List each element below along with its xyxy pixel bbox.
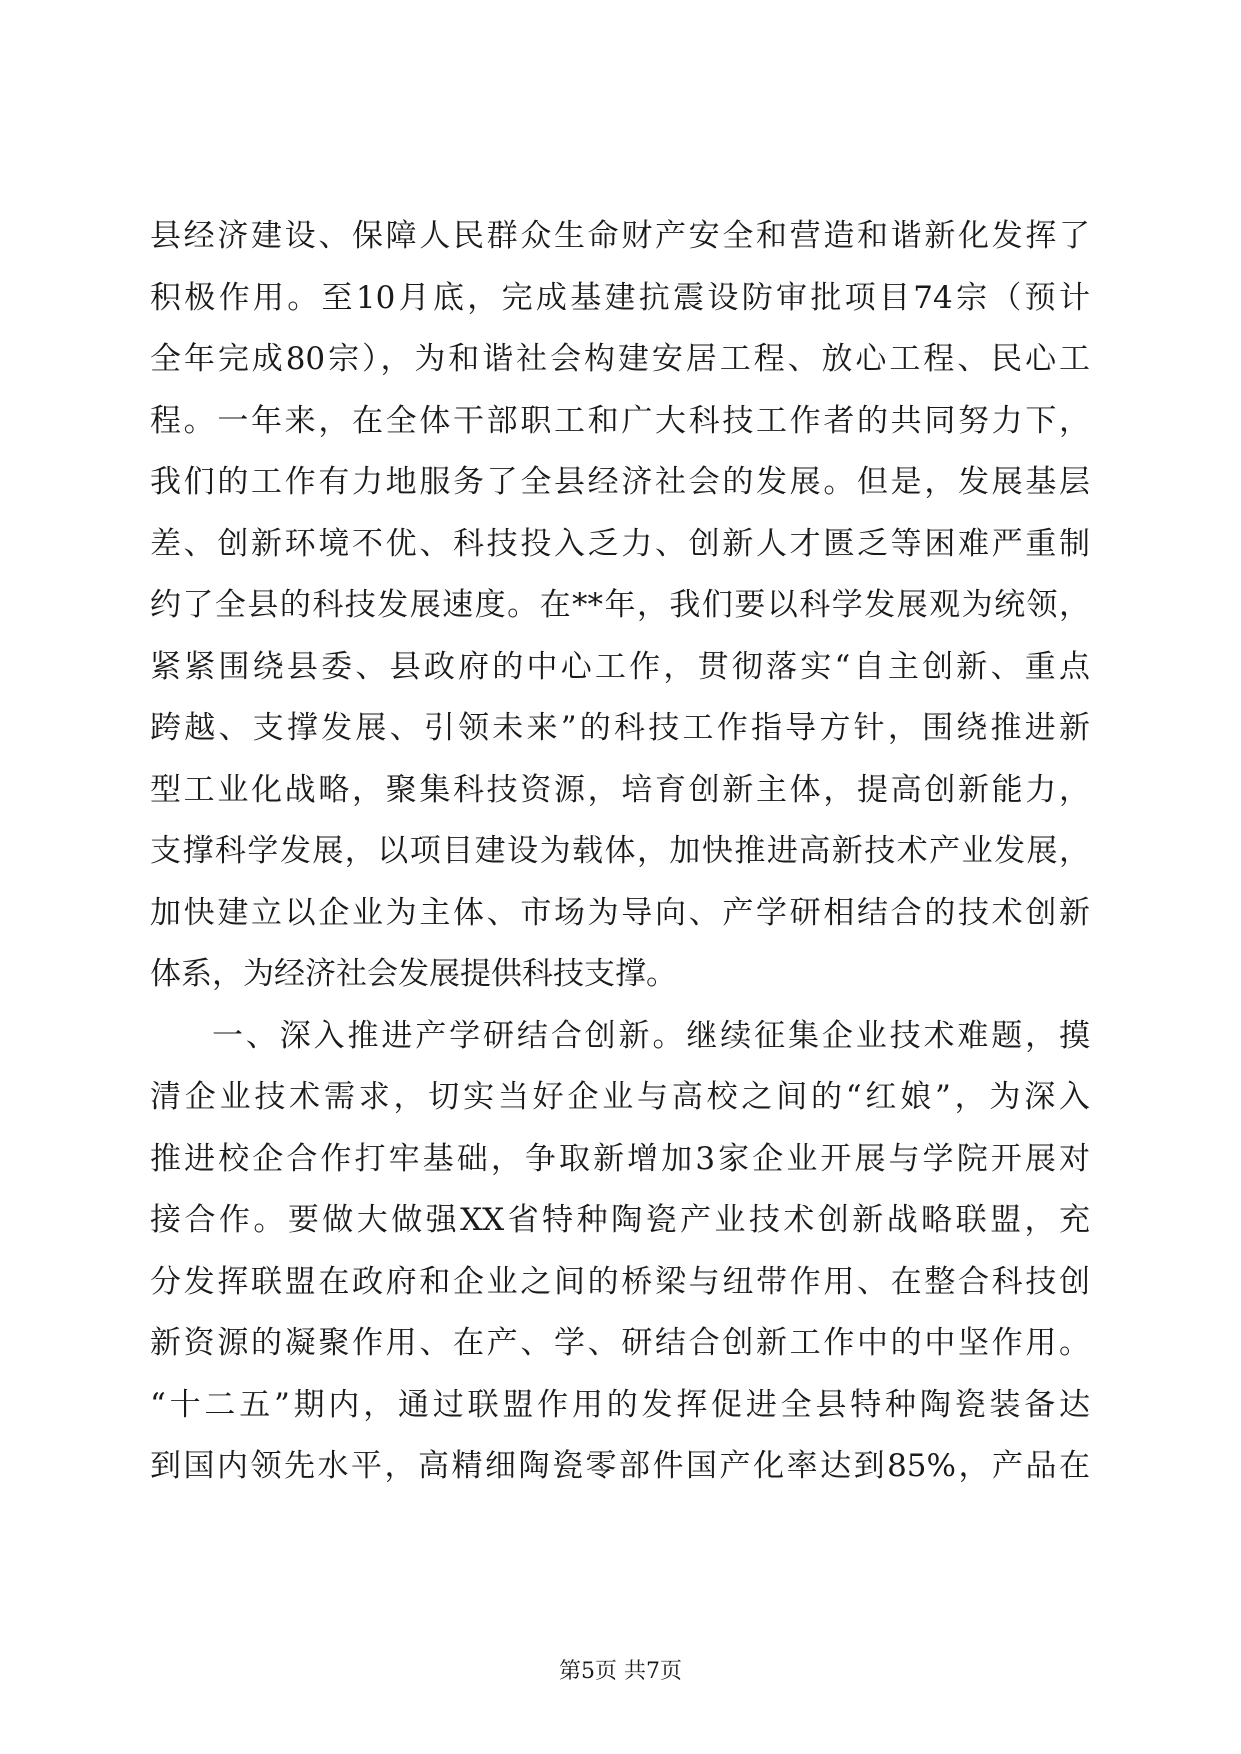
text-line: 差、创新环境不优、科技投入乏力、创新人才匮乏等困难严重制	[150, 525, 1090, 562]
text-line: 推进校企合作打牢基础，争取新增加3家企业开展与学院开展对	[150, 1140, 1090, 1177]
text-line: 一、深入推进产学研结合创新。继续征集企业技术难题，摸	[212, 1017, 1090, 1054]
paragraph	[150, 206, 1090, 1006]
text-line: “十二五”期内，通过联盟作用的发挥促进全县特种陶瓷装备达	[150, 1386, 1090, 1423]
paragraph	[150, 1006, 1090, 1498]
text-line: 积极作用。至10月底，完成基建抗震设防审批项目74宗（预计	[150, 279, 1090, 316]
text-line: 型工业化战略，聚集科技资源，培育创新主体，提高创新能力，	[150, 771, 1090, 808]
text-line: 全年完成80宗），为和谐社会构建安居工程、放心工程、民心工	[150, 341, 1090, 377]
document-body	[150, 206, 1090, 1498]
text-line: 接合作。要做大做强XX省特种陶瓷产业技术创新战略联盟，充	[150, 1202, 1090, 1238]
text-line: 分发挥联盟在政府和企业之间的桥梁与纽带作用、在整合科技创	[150, 1263, 1090, 1300]
text-line: 跨越、支撑发展、引领未来”的科技工作指导方针，围绕推进新	[150, 710, 1090, 746]
text-line: 体系，为经济社会发展提供科技支撑。	[150, 956, 677, 992]
text-line: 我们的工作有力地服务了全县经济社会的发展。但是，发展基层	[150, 464, 1090, 500]
text-line: 加快建立以企业为主体、市场为导向、产学研相结合的技术创新	[150, 894, 1090, 931]
text-line: 紧紧围绕县委、县政府的中心工作，贯彻落实“自主创新、重点	[150, 648, 1090, 685]
page-number-footer: 第5页 共7页	[559, 1659, 682, 1684]
text-line: 新资源的凝聚作用、在产、学、研结合创新工作中的中坚作用。	[150, 1325, 1090, 1361]
text-line: 程。一年来，在全体干部职工和广大科技工作者的共同努力下，	[150, 402, 1090, 439]
text-line: 县经济建设、保障人民群众生命财产安全和营造和谐新化发挥了	[150, 218, 1090, 254]
text-line: 清企业技术需求，切实当好企业与高校之间的“红娘”，为深入	[150, 1079, 1090, 1115]
text-line: 到国内领先水平，高精细陶瓷零部件国产化率达到85%，产品在	[150, 1448, 1090, 1484]
text-line: 约了全县的科技发展速度。在**年，我们要以科学发展观为统领，	[150, 587, 1090, 623]
text-line: 支撑科学发展，以项目建设为载体，加快推进高新技术产业发展，	[150, 833, 1090, 869]
